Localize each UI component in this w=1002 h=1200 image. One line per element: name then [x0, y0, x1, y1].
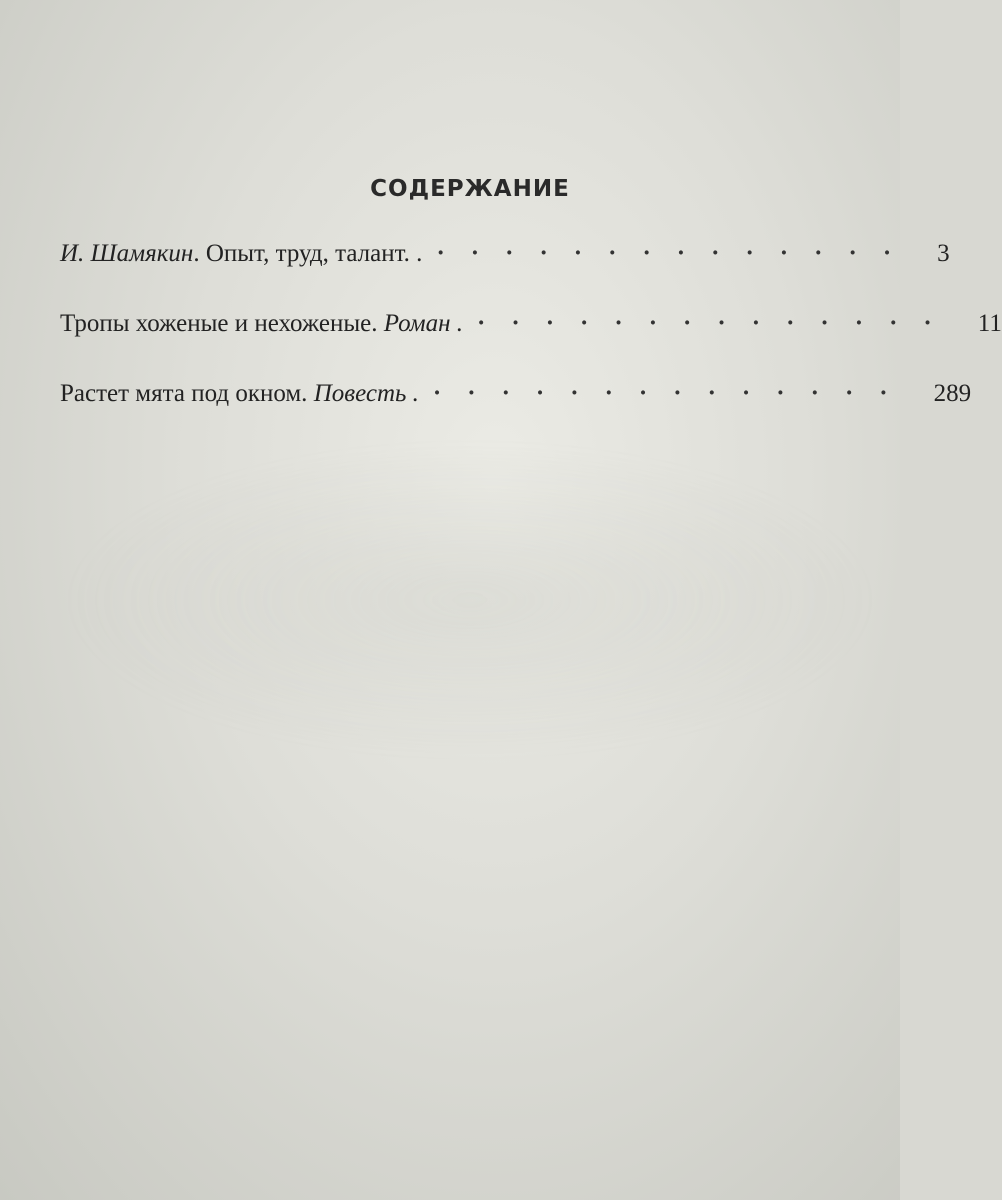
toc-page-number: 3: [937, 240, 950, 267]
toc-entry-genre: Роман .: [377, 310, 464, 337]
table-of-contents: [60, 240, 1002, 450]
toc-entry: [60, 240, 950, 310]
toc-entry-title: [60, 380, 419, 408]
toc-entry-text: Растет мята под окном.: [60, 380, 308, 407]
toc-title: СОДЕРЖАНИЕ: [370, 176, 570, 202]
toc-entry: [60, 380, 972, 450]
toc-entry-title: [60, 310, 463, 338]
toc-entry-genre: Повесть .: [307, 380, 419, 407]
toc-entry-title: [60, 240, 422, 268]
toc-entry-author: И. Шамякин: [60, 240, 194, 267]
toc-leader-dots: ··············: [436, 240, 918, 267]
toc-entry-text: Тропы хоженые и нехоженые.: [60, 310, 378, 337]
toc-page-number: 11: [977, 310, 1002, 337]
page-bleed-through: [60, 440, 880, 760]
toc-page-number: 289: [933, 380, 972, 407]
toc-leader-dots: ··············: [432, 380, 914, 407]
toc-entry: [60, 310, 1002, 380]
toc-entry-text: . Опыт, труд, талант. .: [193, 240, 423, 267]
toc-leader-dots: ··············: [477, 310, 958, 337]
